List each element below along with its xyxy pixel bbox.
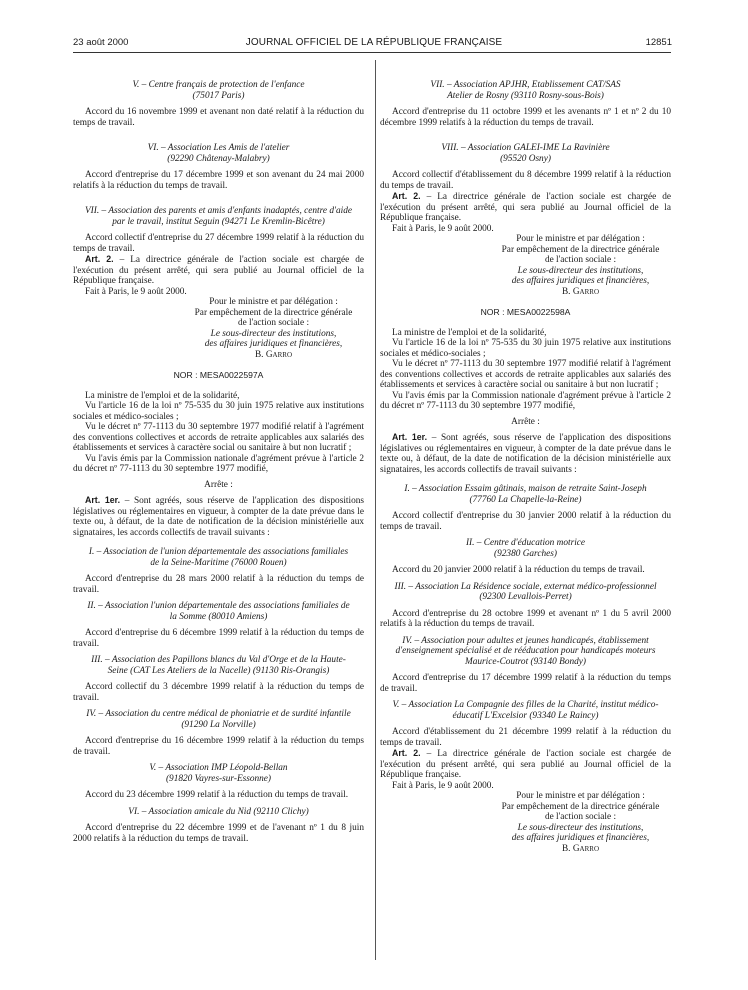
section-title: I. – Association Essaim gâtinais, maison de retraite Saint-Joseph (77760 La Chapelle-la-Reine) [404,484,647,505]
section-title: IV. – Association pour adultes et jeunes handicapés, établissement d'enseignement spécialisé et de rééducation pour handicapés moteurs Maurice-Coutrot (93140 Bondy) [395,635,656,667]
article-2: Art. 2. – La directrice générale de l'action sociale est chargée de l'exécution du présent arrêté, qui sera publié au Journal officiel de la République française. [380,191,671,223]
section-text: Accord d'entreprise du 22 décembre 1999 et de l'avenant nº 1 du 8 juin 2000 relatifs à la réduction du temps de travail. [73,823,364,844]
section-text: Accord d'entreprise du 17 décembre 1999 et son avenant du 24 mai 2000 relatifs à la réduction du temps de travail. [73,170,364,191]
minister-line: La ministre de l'emploi et de la solidarité, [392,327,547,338]
section-text: Accord d'entreprise du 28 octobre 1999 et avenant nº 1 du 5 avril 2000 relatifs à la réduction du temps de travail. [380,608,671,629]
section-text: Accord collectif d'entreprise du 27 décembre 1999 relatif à la réduction du temps de travail. [73,233,364,254]
vu-clause: Vu l'article 16 de la loi nº 75-535 du 30 juin 1975 relative aux institutions sociales et médico-sociales ; [73,401,364,422]
fait-a-paris: Fait à Paris, le 9 août 2000. [392,780,494,791]
article-1: Art. 1er. – Sont agréés, sous réserve de l'application des dispositions législatives ou réglementaires en vigueur, à compter de la date prévue dans le texte ou, à défaut, de la date de notification de la décision ministérielle aux signataires, les accords collectifs de travail suivants : [380,432,671,475]
section-text: Accord d'entreprise du 17 décembre 1999 relatif à la réduction du temps de travail. [380,673,671,694]
vu-clause: Vu l'avis émis par la Commission nationale d'agrément prévue à l'article 2 du décret nº 77-1113 du 30 septembre 1977 modifié, [380,390,671,411]
section-title: VII. – Association des parents et amis d'enfants inadaptés, centre d'aide par le travail, institut Seguin (94271 Le Kremlin-Bicêtre) [85,206,353,227]
right-column [380,60,671,854]
section-text: Accord du 16 novembre 1999 et avenant non daté relatif à la réduction du temps de travail. [73,107,364,128]
section-title: VII. – Association APJHR, Etablissement CAT/SAS Atelier de Rosny (93110 Rosny-sous-Bois) [430,80,621,101]
header-date: 23 août 2000 [73,37,129,48]
section-title: VIII. – Association GALEI-IME La Ravinière (95520 Osny) [441,143,610,164]
section-text: Accord d'entreprise du 16 décembre 1999 relatif à la réduction du temps de travail. [73,736,364,757]
article-2: Art. 2. – La directrice générale de l'action sociale est chargée de l'exécution du présent arrêté, qui sera publié au Journal officiel de la République française. [380,748,671,780]
section-title: III. – Association des Papillons blancs du Val d'Orge et de la Haute-Seine (CAT Les Ateliers de la Nacelle) (91130 Ris-Orangis) [91,655,346,676]
section-text: Accord collectif d'entreprise du 30 janvier 2000 relatif à la réduction du temps de travail. [380,511,671,532]
section-text: Accord collectif du 3 décembre 1999 relatif à la réduction du temps de travail. [73,682,364,703]
arrete-heading: Arrête : [511,416,540,427]
section-title: V. – Association IMP Léopold-Bellan (91820 Vayres-sur-Essonne) [149,763,288,784]
section-title: VI. – Association Les Amis de l'atelier (92290 Châtenay-Malabry) [147,143,290,164]
column-divider [375,60,376,960]
nor-reference: NOR : MESA0022597A [173,370,264,380]
section-title: V. – Association La Compagnie des filles de la Charité, institut médico-éducatif L'Excelsior (93340 Le Raincy) [392,700,659,721]
article-2: Art. 2. – La directrice générale de l'action sociale est chargée de l'exécution du présent arrêté, qui sera publié au Journal officiel de la République française. [73,254,364,286]
section-title: V. – Centre français de protection de l'enfance (75017 Paris) [132,80,305,101]
signature-block: Pour le ministre et par délégation : Par empêchement de la directrice générale de l'action sociale : Le sous-directeur des institutions, des affaires juridiques et financières, B. Garro [501,234,660,297]
header-title: JOURNAL OFFICIEL DE LA RÉPUBLIQUE FRANÇAISE [245,37,503,48]
section-text: Accord d'entreprise du 11 octobre 1999 et les avenants nº 1 et nº 2 du 10 décembre 1999 relatifs à la réduction du temps de travail. [380,107,671,128]
left-column [73,60,364,844]
signature-block: Pour le ministre et par délégation : Par empêchement de la directrice générale de l'action sociale : Le sous-directeur des institutions, des affaires juridiques et financières, B. Garro [194,297,353,360]
section-text: Accord d'établissement du 21 décembre 1999 relatif à la réduction du temps de travail. [380,727,671,748]
section-text: Accord collectif d'établissement du 8 décembre 1999 relatif à la réduction du temps de travail. [380,170,671,191]
minister-line: La ministre de l'emploi et de la solidarité, [85,390,240,401]
fait-a-paris: Fait à Paris, le 9 août 2000. [85,286,187,297]
fait-a-paris: Fait à Paris, le 9 août 2000. [392,223,494,234]
section-title: III. – Association La Résidence sociale, externat médico-professionnel (92300 Levallois-Perret) [394,581,657,602]
article-1: Art. 1er. – Sont agréés, sous réserve de l'application des dispositions législatives ou réglementaires en vigueur, à compter de la date prévue dans le texte ou, à défaut, de la date de notification de la décision ministérielle aux signataires, les accords collectifs de travail suivants : [73,495,364,538]
vu-clause: Vu le décret nº 77-1113 du 30 septembre 1977 modifié relatif à l'agrément des conventions collectives et accords de retraite applicables aux salariés des établissements et services à caractère social ou sanitaire à but non lucratif ; [73,422,364,453]
section-text: Accord du 20 janvier 2000 relatif à la réduction du temps de travail. [392,565,645,575]
section-title: II. – Centre d'éducation motrice (92380 Garches) [465,538,586,559]
signature-block: Pour le ministre et par délégation : Par empêchement de la directrice générale de l'action sociale : Le sous-directeur des institutions, des affaires juridiques et financières, B. Garro [501,791,660,854]
header-page-number: 12851 [645,37,672,48]
section-title: II. – Association l'union départementale des associations familiales de la Somme (80010 Amiens) [87,601,350,622]
section-title: VI. – Association amicale du Nid (92110 Clichy) [128,806,309,817]
vu-clause: Vu le décret nº 77-1113 du 30 septembre 1977 modifié relatif à l'agrément des conventions collectives et accords de retraite applicables aux salariés des établissements et services à caractère social ou sanitaire à but non lucratif ; [380,359,671,390]
section-title: IV. – Association du centre médical de phoniatrie et de surdité infantile (91290 La Norville) [86,709,351,730]
header-rule [73,52,671,53]
section-text: Accord d'entreprise du 6 décembre 1999 relatif à la réduction du temps de travail. [73,628,364,649]
section-text: Accord du 23 décembre 1999 relatif à la réduction du temps de travail. [85,790,349,800]
vu-clause: Vu l'article 16 de la loi nº 75-535 du 30 juin 1975 relative aux institutions sociales et médico-sociales ; [380,338,671,359]
arrete-heading: Arrête : [204,479,233,490]
vu-clause: Vu l'avis émis par la Commission nationale d'agrément prévue à l'article 2 du décret nº 77-1113 du 30 septembre 1977 modifié, [73,453,364,474]
section-title: I. – Association de l'union départementale des associations familiales de la Seine-Maritime (76000 Rouen) [88,547,349,568]
nor-reference: NOR : MESA0022598A [480,307,571,317]
section-text: Accord d'entreprise du 28 mars 2000 relatif à la réduction du temps de travail. [73,574,364,595]
